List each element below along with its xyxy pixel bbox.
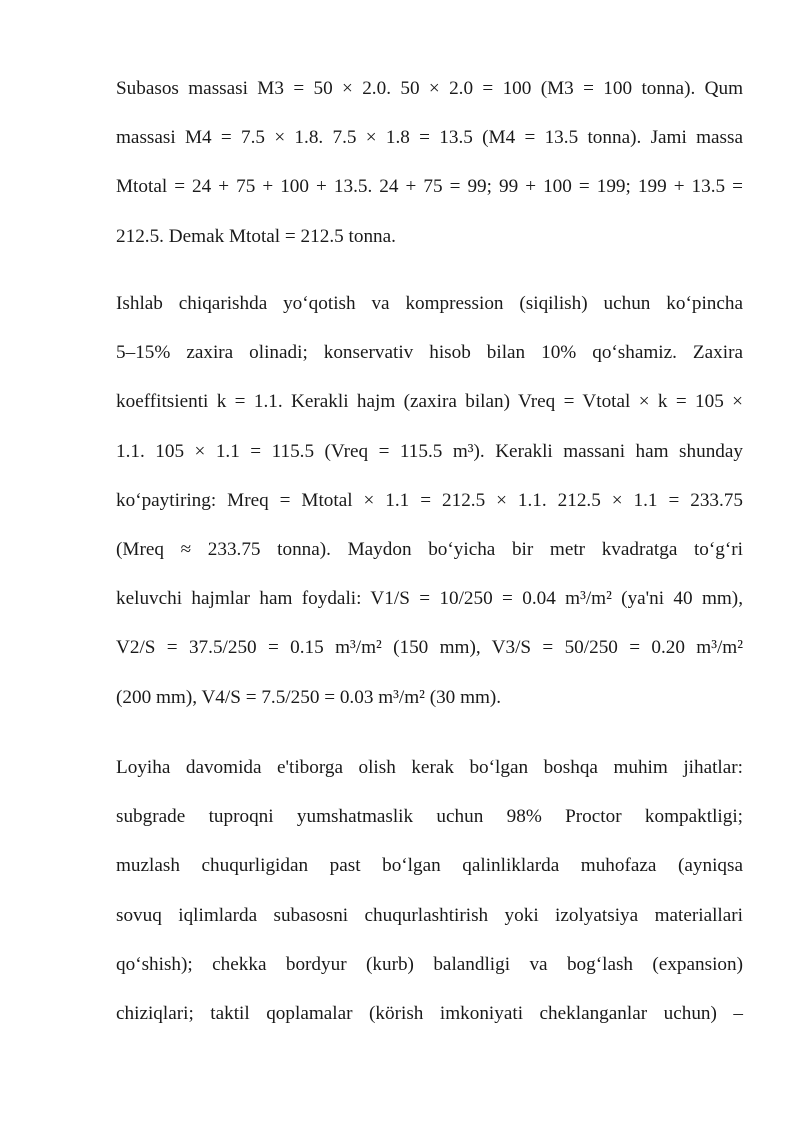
text-line: qo‘shish); chekka bordyur (kurb) balandligi va bog‘lash (expansion) [116, 953, 743, 975]
text-line: subgrade tuproqni yumshatmaslik uchun 98% Proctor kompaktligi; [116, 806, 743, 828]
text-line: (Mreq ≈ 233.75 tonna). Maydon bo‘yicha bir metr kvadratga to‘g‘ri [116, 538, 743, 560]
text-line: keluvchi hajmlar ham foydali: V1/S = 10/250 = 0.04 m³/m² (ya'ni 40 mm), [116, 588, 743, 610]
text-line: massasi M4 = 7.5 × 1.8. 7.5 × 1.8 = 13.5 (M4 = 13.5 tonna). Jami massa [116, 127, 743, 149]
text-line: sovuq iqlimlarda subasosni chuqurlashtirish yoki izolyatsiya materiallari [116, 904, 743, 926]
text-line: 212.5. Demak Mtotal = 212.5 tonna. [116, 225, 396, 247]
text-line: ko‘paytiring: Mreq = Mtotal × 1.1 = 212.5 × 1.1. 212.5 × 1.1 = 233.75 [116, 489, 743, 511]
text-line: koeffitsienti k = 1.1. Kerakli hajm (zaxira bilan) Vreq = Vtotal × k = 105 × [116, 391, 743, 413]
text-line: 5–15% zaxira olinadi; konservativ hisob bilan 10% qo‘shamiz. Zaxira [116, 342, 743, 364]
text-line: chiziqlari; taktil qoplamalar (körish imkoniyati cheklanganlar uchun) – [116, 1002, 743, 1024]
text-line: (200 mm), V4/S = 7.5/250 = 0.03 m³/m² (30 mm). [116, 686, 502, 708]
paragraph-mass-calculation [116, 64, 743, 261]
text-line: 1.1. 105 × 1.1 = 115.5 (Vreq = 115.5 m³). Kerakli massani ham shunday [116, 440, 743, 462]
text-line: V2/S = 37.5/250 = 0.15 m³/m² (150 mm), V3/S = 50/250 = 0.20 m³/m² [116, 637, 743, 659]
text-line: Ishlab chiqarishda yo‘qotish va kompression (siqilish) uchun ko‘pincha [116, 293, 743, 314]
text-line: muzlash chuqurligidan past bo‘lgan qalinliklarda muhofaza (ayniqsa [116, 855, 743, 877]
text-line: Subasos massasi M3 = 50 × 2.0. 50 × 2.0 = 100 (M3 = 100 tonna). Qum [116, 78, 743, 99]
text-line: Mtotal = 24 + 75 + 100 + 13.5. 24 + 75 = 99; 99 + 100 = 199; 199 + 13.5 = [116, 176, 743, 198]
paragraph-reserve-factor [116, 279, 743, 722]
text-line: Loyiha davomida e'tiborga olish kerak bo‘lgan boshqa muhim jihatlar: [116, 757, 743, 778]
paragraph-design-considerations [116, 743, 743, 1038]
